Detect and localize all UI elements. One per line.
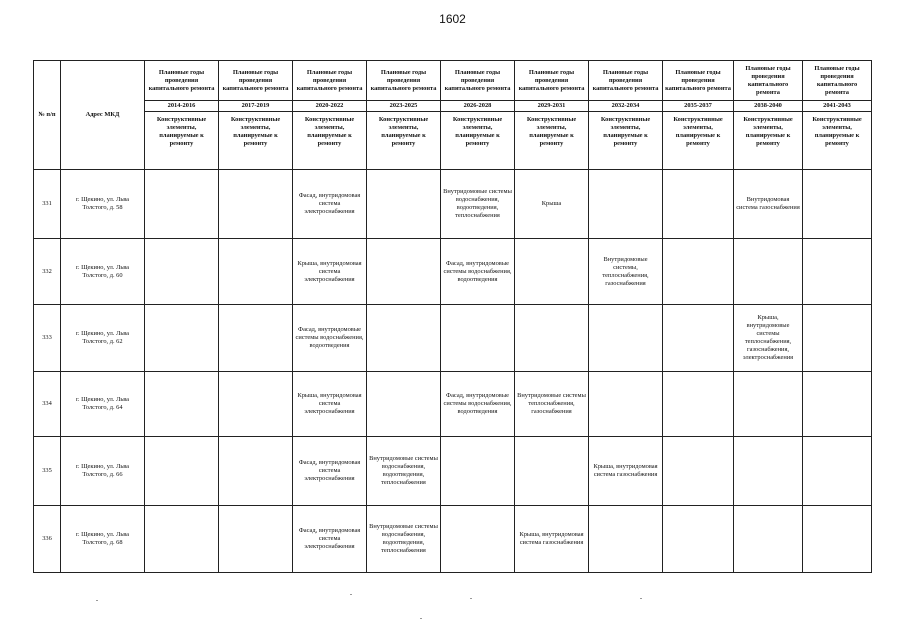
repair-elements-cell (145, 305, 219, 372)
repair-elements-cell (663, 372, 734, 437)
table-row (34, 506, 872, 573)
repair-elements-cell (145, 506, 219, 573)
repair-elements-cell (589, 170, 663, 239)
num-header: № п/п (34, 61, 61, 170)
period-title-header: Плановые годы проведения капитального ремонта (219, 61, 293, 101)
period-title-header: Плановые годы проведения капитального ремонта (589, 61, 663, 101)
table-row (34, 239, 872, 305)
repair-elements-cell (219, 437, 293, 506)
address-header: Адрес МКД (61, 61, 145, 170)
period-title-header: Плановые годы проведения капитального ремонта (515, 61, 589, 101)
period-title-header: Плановые годы проведения капитального ремонта (803, 61, 872, 101)
table-row (34, 305, 872, 372)
period-years-header: 2020-2022 (293, 101, 367, 112)
repair-elements-cell: Крыша, внутридомовая система газоснабжения (589, 437, 663, 506)
period-elements-header: Конструктивные элементы, планируемые к ремонту (803, 112, 872, 170)
table-row (34, 437, 872, 506)
period-elements-header: Конструктивные элементы, планируемые к ремонту (663, 112, 734, 170)
repair-elements-cell (663, 305, 734, 372)
repair-elements-cell (803, 239, 872, 305)
repair-elements-cell (663, 239, 734, 305)
period-title-header: Плановые годы проведения капитального ремонта (734, 61, 803, 101)
repair-elements-cell (589, 372, 663, 437)
table-row (34, 170, 872, 239)
page-number: 1602 (439, 12, 466, 26)
period-years-header: 2029-2031 (515, 101, 589, 112)
table-header (34, 61, 872, 170)
repair-elements-cell (589, 305, 663, 372)
repair-elements-cell: Фасад, внутридомовая система электроснабжения (293, 506, 367, 573)
repair-elements-cell (803, 305, 872, 372)
repair-elements-cell (803, 372, 872, 437)
period-years-header: 2041-2043 (803, 101, 872, 112)
period-title-header: Плановые годы проведения капитального ремонта (367, 61, 441, 101)
period-years-header: 2023-2025 (367, 101, 441, 112)
scan-speck (96, 600, 98, 601)
row-number: 334 (34, 372, 61, 437)
repair-elements-cell: Крыша, внутридомовая система газоснабжения (515, 506, 589, 573)
repair-elements-cell: Внутридомовые системы водоснабжения, водоотведения, теплоснабжения (441, 170, 515, 239)
repair-elements-cell: Фасад, внутридомовые системы водоснабжения, водоотведения (441, 372, 515, 437)
repair-elements-cell: Фасад, внутридомовая система электроснабжения (293, 437, 367, 506)
repair-elements-cell (803, 437, 872, 506)
repair-elements-cell (219, 506, 293, 573)
repair-elements-cell: Внутридомовая система газоснабжения (734, 170, 803, 239)
repair-elements-cell (515, 239, 589, 305)
scan-speck (640, 598, 642, 599)
period-title-header: Плановые годы проведения капитального ремонта (663, 61, 734, 101)
period-years-header: 2026-2028 (441, 101, 515, 112)
period-years-header: 2032-2034 (589, 101, 663, 112)
period-elements-header: Конструктивные элементы, планируемые к ремонту (293, 112, 367, 170)
repair-elements-cell (803, 170, 872, 239)
period-elements-header: Конструктивные элементы, планируемые к ремонту (367, 112, 441, 170)
repair-elements-cell (367, 170, 441, 239)
repair-elements-cell: Внутридомовые системы теплоснабжения, газоснабжения (515, 372, 589, 437)
period-years-header: 2014-2016 (145, 101, 219, 112)
period-elements-header: Конструктивные элементы, планируемые к ремонту (515, 112, 589, 170)
address-cell: г. Щекино, ул. Льва Толстого, д. 66 (61, 437, 145, 506)
repair-elements-cell (441, 437, 515, 506)
repair-elements-cell (515, 305, 589, 372)
repair-elements-cell (663, 170, 734, 239)
repair-elements-cell (441, 506, 515, 573)
repair-elements-cell (145, 239, 219, 305)
period-elements-header: Конструктивные элементы, планируемые к ремонту (589, 112, 663, 170)
repair-elements-cell: Крыша (515, 170, 589, 239)
period-title-header: Плановые годы проведения капитального ремонта (293, 61, 367, 101)
repair-elements-cell: Крыша, внутридомовая система электроснабжения (293, 372, 367, 437)
period-years-header: 2017-2019 (219, 101, 293, 112)
row-number: 331 (34, 170, 61, 239)
table-row (34, 372, 872, 437)
repair-elements-cell (515, 437, 589, 506)
period-title-header: Плановые годы проведения капитального ремонта (145, 61, 219, 101)
repair-elements-cell: Крыша, внутридомовые системы теплоснабжения, газоснабжения, электроснабжения (734, 305, 803, 372)
repair-elements-cell (663, 506, 734, 573)
repair-elements-cell (803, 506, 872, 573)
table-body (34, 170, 872, 573)
repair-elements-cell (145, 372, 219, 437)
repair-elements-cell (734, 372, 803, 437)
row-number: 335 (34, 437, 61, 506)
scan-speck (470, 598, 472, 599)
repair-elements-cell (663, 437, 734, 506)
period-elements-header: Конструктивные элементы, планируемые к ремонту (219, 112, 293, 170)
repair-elements-cell: Внутридомовые системы, теплоснабжения, газоснабжения (589, 239, 663, 305)
row-number: 333 (34, 305, 61, 372)
repair-elements-cell (441, 305, 515, 372)
scan-speck (420, 618, 422, 619)
address-cell: г. Щекино, ул. Льва Толстого, д. 58 (61, 170, 145, 239)
repair-elements-cell: Фасад, внутридомовые системы водоснабжения, водоотведения (293, 305, 367, 372)
period-years-header: 2038-2040 (734, 101, 803, 112)
repair-elements-cell (145, 437, 219, 506)
row-number: 336 (34, 506, 61, 573)
address-cell: г. Щекино, ул. Льва Толстого, д. 64 (61, 372, 145, 437)
address-cell: г. Щекино, ул. Льва Толстого, д. 68 (61, 506, 145, 573)
scan-speck (350, 594, 352, 595)
repair-elements-cell (219, 372, 293, 437)
period-elements-header: Конструктивные элементы, планируемые к ремонту (145, 112, 219, 170)
repair-elements-cell (145, 170, 219, 239)
repair-elements-cell (367, 305, 441, 372)
repair-elements-cell: Крыша, внутридомовая система электроснабжения (293, 239, 367, 305)
repair-elements-cell: Внутридомовые системы водоснабжения, водоотведения, теплоснабжения (367, 437, 441, 506)
repair-elements-cell (734, 239, 803, 305)
repair-elements-cell (589, 506, 663, 573)
repair-elements-cell: Фасад, внутридомовые системы водоснабжения, водоотведения (441, 239, 515, 305)
repair-elements-cell: Внутридомовые системы водоснабжения, водоотведения, теплоснабжения (367, 506, 441, 573)
repair-elements-cell (219, 239, 293, 305)
address-cell: г. Щекино, ул. Льва Толстого, д. 62 (61, 305, 145, 372)
period-elements-header: Конструктивные элементы, планируемые к ремонту (734, 112, 803, 170)
capital-repair-table (33, 60, 872, 573)
repair-elements-cell (734, 506, 803, 573)
address-cell: г. Щекино, ул. Льва Толстого, д. 60 (61, 239, 145, 305)
period-years-header: 2035-2037 (663, 101, 734, 112)
repair-elements-cell (734, 437, 803, 506)
repair-elements-cell (367, 239, 441, 305)
row-number: 332 (34, 239, 61, 305)
repair-elements-cell (367, 372, 441, 437)
repair-elements-cell (219, 170, 293, 239)
repair-elements-cell (219, 305, 293, 372)
repair-elements-cell: Фасад, внутридомовая система электроснабжения (293, 170, 367, 239)
period-title-header: Плановые годы проведения капитального ремонта (441, 61, 515, 101)
period-elements-header: Конструктивные элементы, планируемые к ремонту (441, 112, 515, 170)
